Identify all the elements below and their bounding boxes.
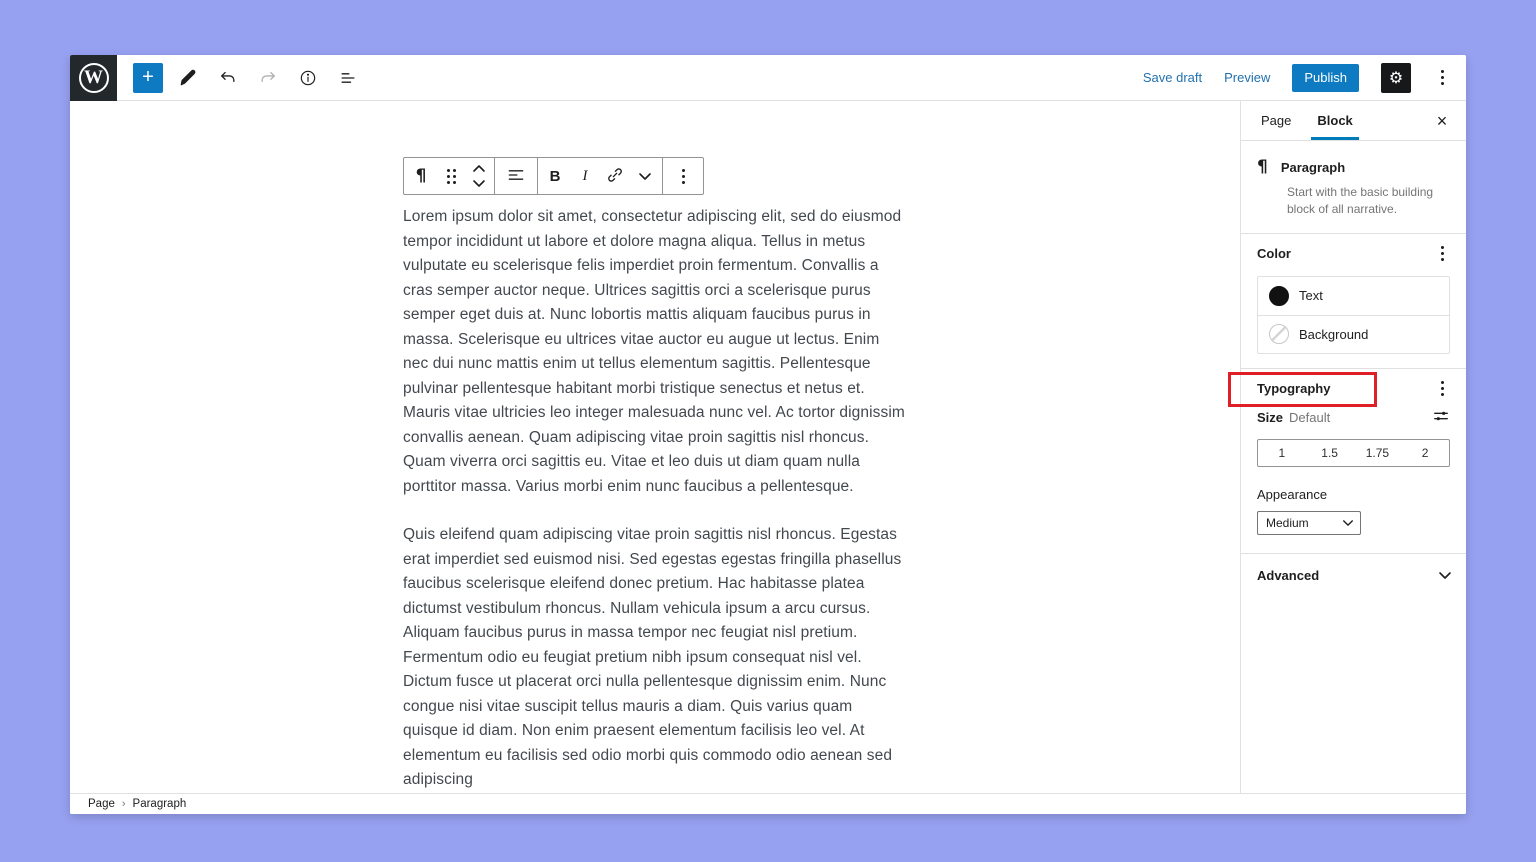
italic-button[interactable]: I xyxy=(570,158,600,194)
appearance-value: Medium xyxy=(1266,515,1309,530)
tab-block[interactable]: Block xyxy=(1311,101,1358,140)
block-options-button[interactable] xyxy=(665,158,701,194)
background-color-swatch xyxy=(1269,324,1289,344)
paragraph-block-1[interactable]: Lorem ipsum dolor sit amet, consectetur adipiscing elit, sed do eiusmod tempor incididunt ut labore et dolore magna aliqua. Tellus in metus vulputate eu scelerisque felis imperdiet proin fermentum. Convallis a cras semper auctor neque. Ultrices sagittis orci a scelerisque purus semper eget duis at. Nunc lobortis mattis aliquam faucibus purus in massa. Scelerisque eu ultrices vitae auctor eu augue ut lectus. Enim nec dui nunc mattis enim ut tellus elementum sagittis. Pellentesque pulvinar pellentesque habitant morbi tristique senectus et netus et. Mauris vitae ultricies leo integer malesuada nunc vel. Ac tortor dignissim convallis aenean. Quam adipiscing vitae proin sagittis nisl rhoncus. Quam viverra orci sagittis eu. Vitae et leo duis ut diam quam nulla porttitor massa. Varius morbi enim nunc faucibus a pellentesque. xyxy=(403,208,905,495)
drag-handle-icon xyxy=(447,169,456,184)
color-options-button[interactable] xyxy=(1433,240,1452,267)
plus-icon: + xyxy=(142,65,154,88)
gear-icon: ⚙ xyxy=(1388,67,1404,87)
close-icon: × xyxy=(1436,110,1448,131)
document-content[interactable] xyxy=(403,205,905,793)
close-sidebar-button[interactable] xyxy=(1428,107,1456,135)
chevron-down-icon xyxy=(1342,516,1354,530)
size-label: Size xyxy=(1257,410,1284,426)
typography-heading: Typography xyxy=(1257,381,1331,397)
breadcrumb-page[interactable]: Page xyxy=(88,798,115,810)
bold-button[interactable]: B xyxy=(540,158,570,194)
block-card xyxy=(1241,141,1466,233)
chevron-down-icon xyxy=(638,169,652,184)
link-icon xyxy=(605,165,625,188)
align-text-button[interactable] xyxy=(497,158,535,194)
topbar-right-tools xyxy=(1143,63,1452,93)
move-down-icon xyxy=(472,176,486,191)
color-heading: Color xyxy=(1257,246,1291,262)
align-left-icon xyxy=(506,165,526,188)
drag-handle[interactable] xyxy=(436,158,466,194)
text-color-row[interactable] xyxy=(1258,277,1449,315)
text-color-label: Text xyxy=(1299,288,1323,304)
font-size-option-1-75[interactable]: 1.75 xyxy=(1354,440,1402,466)
background-color-label: Background xyxy=(1299,326,1369,342)
publish-button[interactable]: Publish xyxy=(1292,64,1359,92)
color-panel xyxy=(1257,276,1450,354)
advanced-section-toggle[interactable] xyxy=(1241,554,1466,598)
preview-button[interactable]: Preview xyxy=(1224,70,1271,85)
undo-icon xyxy=(218,68,238,88)
block-type-button[interactable]: ¶ xyxy=(406,158,436,194)
redo-button[interactable] xyxy=(253,63,283,93)
block-card-title: Paragraph xyxy=(1280,159,1346,175)
paragraph-icon: ¶ xyxy=(1257,157,1268,177)
undo-button[interactable] xyxy=(213,63,243,93)
save-draft-button[interactable]: Save draft xyxy=(1142,70,1203,85)
sliders-icon xyxy=(1432,408,1450,427)
block-card-description: Start with the basic building block of all narrative. xyxy=(1287,185,1434,217)
list-view-icon xyxy=(338,68,358,88)
font-size-option-1-5[interactable]: 1.5 xyxy=(1306,440,1354,466)
paragraph-block-2[interactable]: Quis eleifend quam adipiscing vitae proin sagittis nisl rhoncus. Egestas erat imperdiet sed euismod nisi. Sed egestas egestas fringilla phasellus faucibus scelerisque eleifend donec pretium. Hac habitasse platea dictumst vestibulum rhoncus. Nullam vehicula ipsum a arcu cursus. Aliquam faucibus purus in massa tempor nec feugiat nisl pretium. Fermentum odio eu feugiat pretium nibh ipsum consequat nisl vel. Dictum fusce ut placerat orci nulla pellentesque dignissim enim. Nunc congue nisi vitae suscipit tellus mauris a diam. Quis varius quam quisque id diam. Non enim praesent elementum facilisis leo vel. At elementum eu facilisis sed odio morbi quis commodo odio aenean sed adipiscing xyxy=(403,526,902,788)
wordpress-logo-button[interactable] xyxy=(70,55,117,101)
topbar-left-tools xyxy=(133,63,363,93)
advanced-label: Advanced xyxy=(1257,568,1320,584)
font-size-option-1[interactable]: 1 xyxy=(1258,440,1306,466)
appearance-label: Appearance xyxy=(1257,486,1328,502)
settings-sidebar xyxy=(1240,101,1466,793)
tab-page[interactable]: Page xyxy=(1255,101,1297,140)
editor-canvas[interactable] xyxy=(70,101,1240,793)
more-formatting-button[interactable] xyxy=(630,158,660,194)
block-mover-buttons[interactable] xyxy=(466,158,492,194)
size-value: Default xyxy=(1289,410,1331,426)
paragraph-block-toolbar xyxy=(403,157,704,195)
font-size-option-2[interactable]: 2 xyxy=(1401,440,1449,466)
size-settings-button[interactable] xyxy=(1430,406,1452,429)
tools-button[interactable] xyxy=(173,63,203,93)
info-icon xyxy=(298,68,318,88)
background-color-row[interactable] xyxy=(1258,315,1449,353)
breadcrumb-paragraph[interactable]: Paragraph xyxy=(132,798,187,810)
appearance-select[interactable] xyxy=(1257,511,1361,535)
editor-window xyxy=(70,55,1466,814)
redo-icon xyxy=(258,68,278,88)
options-menu-button[interactable] xyxy=(1433,64,1452,91)
details-button[interactable] xyxy=(293,63,323,93)
settings-toggle-button[interactable] xyxy=(1381,63,1411,93)
text-color-swatch xyxy=(1269,286,1289,306)
typography-section-header xyxy=(1241,369,1466,409)
font-size-segmented-control xyxy=(1257,439,1450,467)
pencil-icon xyxy=(178,68,198,88)
list-view-button[interactable] xyxy=(333,63,363,93)
chevron-down-icon xyxy=(1438,567,1452,585)
breadcrumb-separator-icon: › xyxy=(121,798,126,810)
color-section-header xyxy=(1241,234,1466,274)
block-inserter-button[interactable] xyxy=(133,63,163,93)
editor-topbar xyxy=(70,55,1466,101)
breadcrumb xyxy=(70,793,1466,814)
typography-options-button[interactable] xyxy=(1433,375,1452,402)
sidebar-tabs xyxy=(1241,101,1466,141)
link-button[interactable] xyxy=(600,158,630,194)
wordpress-logo-icon: W xyxy=(79,63,109,93)
move-up-icon xyxy=(472,161,486,176)
